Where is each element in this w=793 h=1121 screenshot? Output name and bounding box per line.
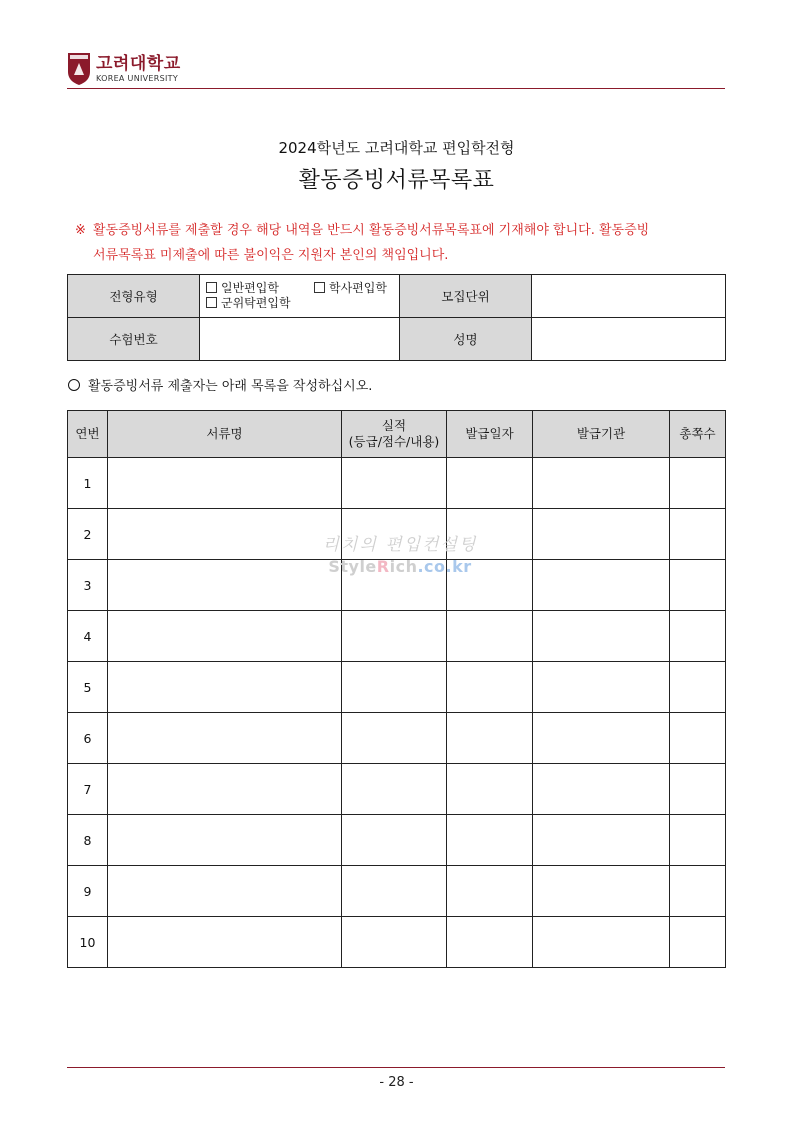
row-total-pages[interactable] <box>670 764 726 815</box>
exam-number-label: 수험번호 <box>68 318 200 361</box>
row-document-name[interactable] <box>108 713 342 764</box>
row-issuer[interactable] <box>533 866 670 917</box>
notice-mark: ※ <box>75 223 86 238</box>
document-title: 활동증빙서류목록표 <box>298 168 495 193</box>
row-serial: 4 <box>68 611 108 662</box>
row-document-name[interactable] <box>108 815 342 866</box>
row-issuer[interactable] <box>533 764 670 815</box>
instruction-text <box>68 375 372 394</box>
checkbox-icon[interactable] <box>206 282 217 293</box>
exam-number-field[interactable] <box>200 318 400 361</box>
row-total-pages[interactable] <box>670 866 726 917</box>
option-general-transfer[interactable]: 일반편입학 <box>206 281 314 296</box>
footer-divider <box>67 1067 725 1068</box>
row-issuer[interactable] <box>533 509 670 560</box>
row-serial: 10 <box>68 917 108 968</box>
type-label: 전형유형 <box>68 275 200 318</box>
row-issue-date[interactable] <box>447 764 533 815</box>
option-bachelor-transfer[interactable]: 학사편입학 <box>314 281 387 296</box>
row-document-name[interactable] <box>108 917 342 968</box>
row-issue-date[interactable] <box>447 560 533 611</box>
row-total-pages[interactable] <box>670 662 726 713</box>
row-serial: 8 <box>68 815 108 866</box>
option-military-transfer[interactable]: 군위탁편입학 <box>206 296 291 311</box>
row-issuer[interactable] <box>533 611 670 662</box>
row-document-name[interactable] <box>108 662 342 713</box>
row-issue-date[interactable] <box>447 611 533 662</box>
document-subtitle: 2024학년도 고려대학교 편입학전형 <box>278 139 515 157</box>
table-row <box>68 815 726 866</box>
table-row <box>68 509 726 560</box>
page-number: - 28 - <box>379 1075 414 1090</box>
row-total-pages[interactable] <box>670 458 726 509</box>
row-serial: 2 <box>68 509 108 560</box>
row-total-pages[interactable] <box>670 611 726 662</box>
row-issue-date[interactable] <box>447 509 533 560</box>
row-document-name[interactable] <box>108 509 342 560</box>
instruction-label: 활동증빙서류 제출자는 아래 목록을 작성하십시오. <box>88 379 373 394</box>
row-document-name[interactable] <box>108 764 342 815</box>
notice-line-2: 서류목록표 미제출에 따른 불이익은 지원자 본인의 책임입니다. <box>93 248 449 263</box>
table-row <box>68 560 726 611</box>
circle-bullet-icon <box>68 379 80 391</box>
name-label: 성명 <box>400 318 532 361</box>
row-issue-date[interactable] <box>447 713 533 764</box>
row-achievement[interactable] <box>342 509 447 560</box>
header-total-pages: 총쪽수 <box>670 411 726 458</box>
watermark-brand: StyleRich.co.kr <box>328 557 472 576</box>
row-serial: 9 <box>68 866 108 917</box>
row-achievement[interactable] <box>342 662 447 713</box>
header-achievement <box>342 411 447 458</box>
row-total-pages[interactable] <box>670 509 726 560</box>
row-serial: 3 <box>68 560 108 611</box>
row-issue-date[interactable] <box>447 815 533 866</box>
admission-type-options <box>200 275 400 318</box>
row-issue-date[interactable] <box>447 458 533 509</box>
applicant-info-table <box>67 274 726 361</box>
name-field[interactable] <box>532 318 726 361</box>
documents-header-row <box>68 411 726 458</box>
row-document-name[interactable] <box>108 560 342 611</box>
header-issue-date: 발급일자 <box>447 411 533 458</box>
university-logo <box>67 52 181 86</box>
row-issue-date[interactable] <box>447 917 533 968</box>
header-issuer: 발급기관 <box>533 411 670 458</box>
row-document-name[interactable] <box>108 611 342 662</box>
table-row <box>68 713 726 764</box>
row-serial: 7 <box>68 764 108 815</box>
row-issuer[interactable] <box>533 713 670 764</box>
logo-korean-text: 고려대학교 <box>96 53 181 74</box>
row-achievement[interactable] <box>342 764 447 815</box>
row-issuer[interactable] <box>533 458 670 509</box>
unit-label: 모집단위 <box>400 275 532 318</box>
row-total-pages[interactable] <box>670 815 726 866</box>
table-row <box>68 611 726 662</box>
header-achievement-line1: 실적 <box>381 418 407 433</box>
row-issuer[interactable] <box>533 560 670 611</box>
table-row <box>68 458 726 509</box>
row-achievement[interactable] <box>342 866 447 917</box>
row-issuer[interactable] <box>533 917 670 968</box>
table-row <box>68 662 726 713</box>
header-document-name: 서류명 <box>108 411 342 458</box>
checkbox-icon[interactable] <box>206 297 217 308</box>
notice-text <box>75 218 735 268</box>
table-row <box>68 866 726 917</box>
row-achievement[interactable] <box>342 917 447 968</box>
row-issue-date[interactable] <box>447 662 533 713</box>
notice-line-1: 활동증빙서류를 제출할 경우 해당 내역을 반드시 활동증빙서류목록표에 기재해야 합니다. 활동증빙 <box>93 223 650 238</box>
row-issuer[interactable] <box>533 662 670 713</box>
header-achievement-line2: (등급/점수/내용) <box>348 434 440 449</box>
row-total-pages[interactable] <box>670 713 726 764</box>
row-issue-date[interactable] <box>447 866 533 917</box>
row-issuer[interactable] <box>533 815 670 866</box>
table-row <box>68 764 726 815</box>
crest-icon <box>67 52 91 86</box>
row-achievement[interactable] <box>342 815 447 866</box>
logo-english-text: KOREA UNIVERSITY <box>96 73 179 83</box>
row-achievement[interactable] <box>342 713 447 764</box>
row-serial: 5 <box>68 662 108 713</box>
row-total-pages[interactable] <box>670 917 726 968</box>
row-document-name[interactable] <box>108 866 342 917</box>
row-document-name[interactable] <box>108 458 342 509</box>
row-serial: 6 <box>68 713 108 764</box>
row-achievement[interactable] <box>342 560 447 611</box>
unit-field[interactable] <box>532 275 726 318</box>
row-total-pages[interactable] <box>670 560 726 611</box>
header-divider <box>67 88 725 89</box>
watermark-korean: 리치의 편입컨설팅 <box>322 535 478 555</box>
checkbox-icon[interactable] <box>314 282 325 293</box>
row-achievement[interactable] <box>342 458 447 509</box>
row-serial: 1 <box>68 458 108 509</box>
header-serial: 연번 <box>68 411 108 458</box>
documents-table <box>67 410 726 968</box>
row-achievement[interactable] <box>342 611 447 662</box>
table-row <box>68 917 726 968</box>
